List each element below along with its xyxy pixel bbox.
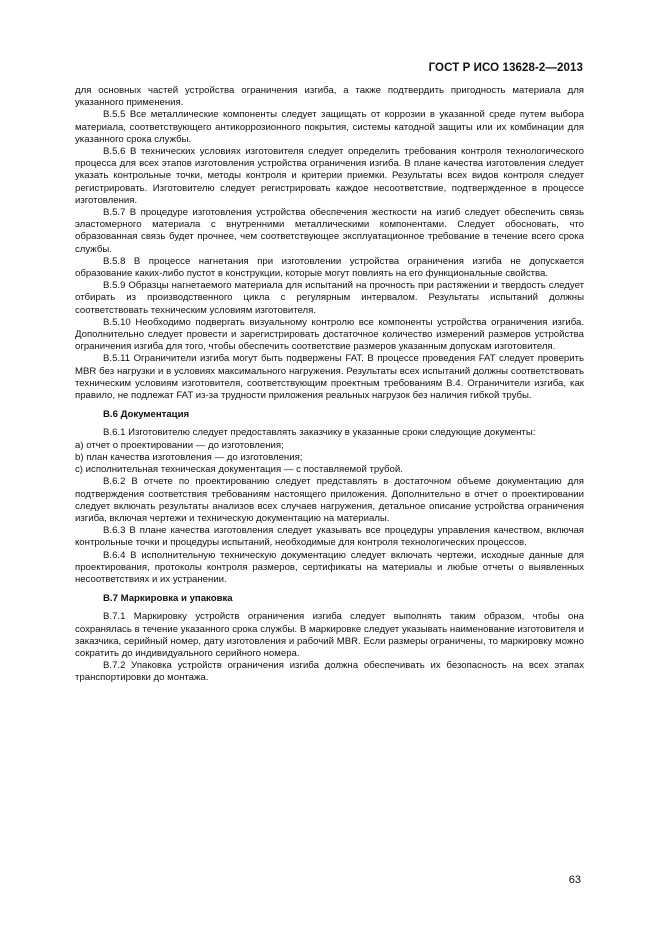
list-item: a) отчет о проектировании — до изготовления; <box>75 439 284 451</box>
paragraph-b5-10: B.5.10 Необходимо подвергать визуальному контролю все компоненты устройства ограничения изгиба. Дополнительно следует провести и зарегистрировать достаточное количество измерений размеров устройства ограничения изгиба для того, чтобы обеспечить соответствие размеров указанным допускам изготовителя. <box>75 316 584 353</box>
paragraph-b5-9: B.5.9 Образцы нагнетаемого материала для испытаний на прочность при растяжении и твердость следует отбирать из производственного цикла с регулярным интервалом. Результаты испытаний должны соответствовать техническим условиям изготовителя. <box>75 280 584 316</box>
paragraph-b5-6: B.5.6 В технических условиях изготовителя следует определить требования контроля технологического процесса для всех этапов изготовления устройства ограничения изгиба. В плане качества изготовления следует указать контрольные точки, методы контроля и критерии приемки. Результаты всех видов контроля следует регистрировать. Изготовителю следует регистрировать каждое несоответствие, подтвержденное в процессе изготовления. <box>75 146 584 206</box>
paragraph-continuation: для основных частей устройства ограничения изгиба, а также подтвердить пригодность материала для указанного применения. <box>75 85 584 109</box>
paragraph-b6-1: B.6.1 Изготовителю следует предоставлять заказчику в указанные сроки следующие документы: <box>103 427 536 439</box>
list-item: b) план качества изготовления — до изготовления; <box>75 451 303 463</box>
page-number: 63 <box>568 874 581 886</box>
paragraph-b6-4: B.6.4 В исполнительную техническую документацию следует включать чертежи, исходные данные для проектирования, протоколы контроля размеров, сертификаты на материалы и любые отчеты о выявленных несоответствиях и их устранении. <box>75 549 584 585</box>
paragraph-b5-5: B.5.5 Все металлические компоненты следует защищать от коррозии в указанной среде путем выбора материала, соответствующего антикоррозионного покрытия, системы катодной защиты или их комбинации для указанного срока службы. <box>75 109 584 145</box>
paragraph-b6-3: B.6.3 В плане качества изготовления следует указывать все процедуры управления качеством, включая контрольные точки и процедуры испытаний, необходимые для контроля технологических процессов. <box>75 525 584 549</box>
paragraph-b5-11: B.5.11 Ограничители изгиба могут быть подвержены FAT. В процессе проведения FAT следует проверить MBR без нагрузки и в условиях максимального нагружения. Результаты всех испытаний должны соответствовать техническим условиям изготовителя, соответствующим проектным требованиям B.4. Ограничители изгиба, как правило, не подлежат FAT из-за трудности приложения реальных нагрузок без наличия гибкой трубы. <box>75 353 584 402</box>
list-item: c) исполнительная техническая документация — с поставляемой трубой. <box>75 464 403 476</box>
paragraph-b7-2: B.7.2 Упаковка устройств ограничения изгиба должна обеспечивать их безопасность на всех этапах транспортировки до монтажа. <box>75 660 584 684</box>
paragraph-b5-7: B.5.7 В процедуре изготовления устройства обеспечения жесткости на изгиб следует обеспечить связь эластомерного материала с внутренними металлическими компонентами. Следует обосновать, что образованная связь будет прочнее, чем соответствующее эксплуатационное требование в течение всего срока службы. <box>75 207 584 255</box>
paragraph-b6-2: B.6.2 В отчете по проектированию следует представлять в достаточном объеме документацию для подтверждения соответствия требованиям настоящего приложения. Дополнительно в отчет о проектировании следует включать результаты анализов всех случаев нагружения, детальное описание устройства ограничения изгиба, включая чертежи и техническую документацию на материалы. <box>75 476 584 524</box>
section-heading-b7: B.7 Маркировка и упаковка <box>103 593 233 605</box>
document-id-header: ГОСТ Р ИСО 13628-2—2013 <box>428 62 583 74</box>
paragraph-b7-1: B.7.1 Маркировку устройств ограничения изгиба следует выполнять таким образом, чтобы она сохранялась в течение указанного срока службы. В маркировке следует указывать наименование изготовителя и заказчика, серийный номер, дату изготовления и рабочий MBR. Если размеры ограничены, то маркировку можно сократить до индивидуального серийного номера. <box>75 611 584 659</box>
section-heading-b6: B.6 Документация <box>103 409 190 421</box>
paragraph-b5-8: B.5.8 В процессе нагнетания при изготовлении устройства ограничения изгиба не допускается образование каких-либо пустот в конструкции, которые могут повлиять на его функциональные свойства. <box>75 255 584 280</box>
document-body <box>75 85 584 685</box>
